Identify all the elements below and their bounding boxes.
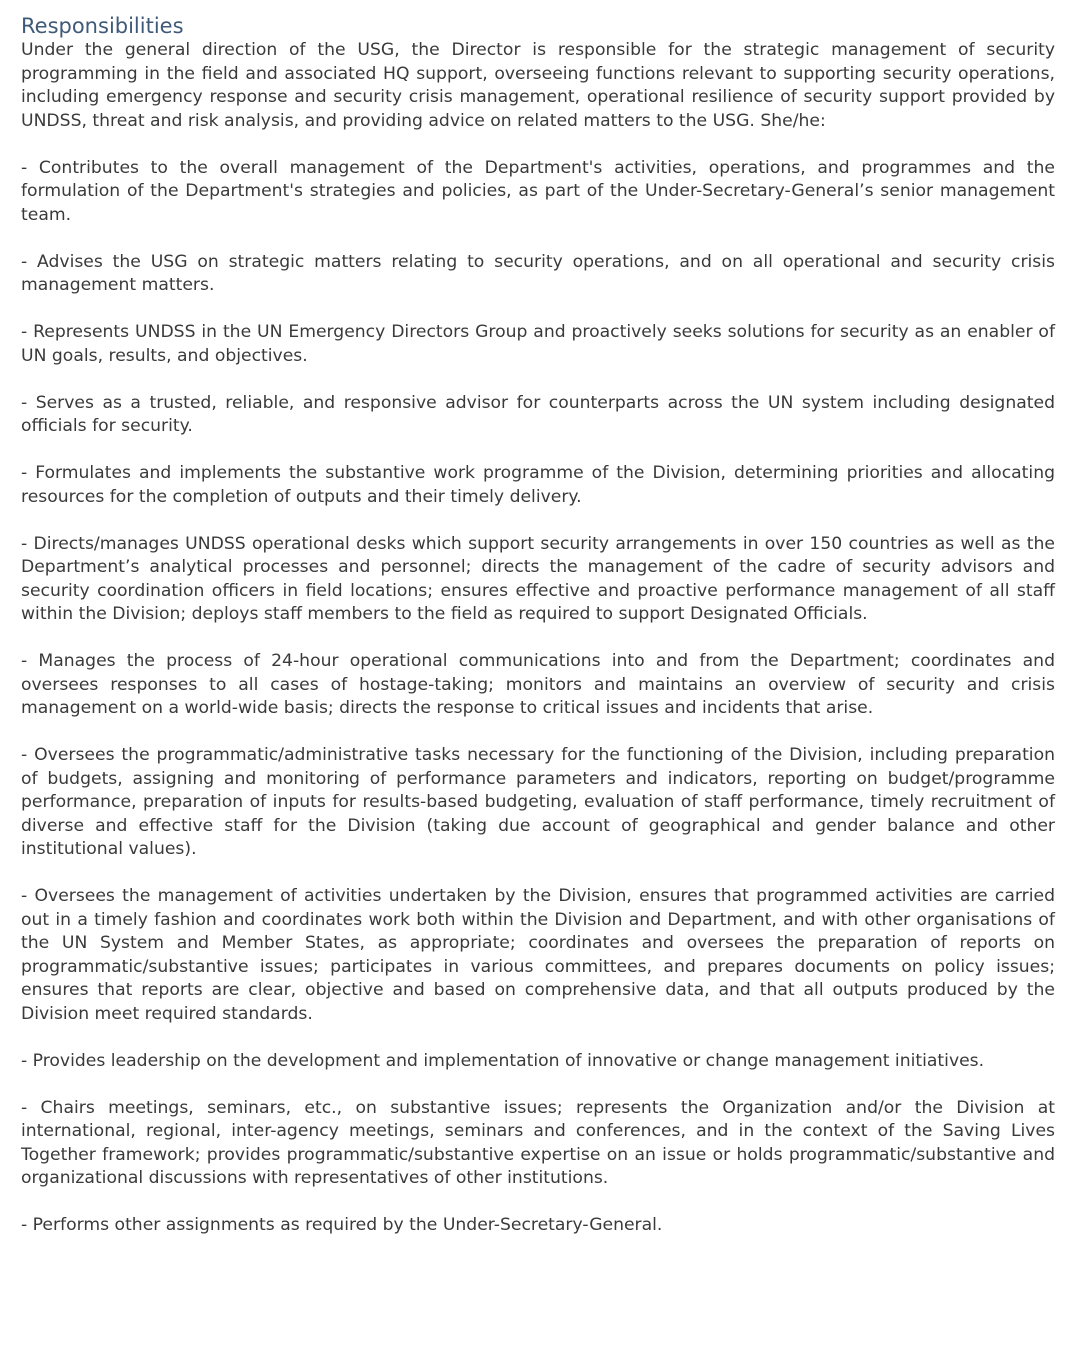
responsibility-item: - Serves as a trusted, reliable, and responsive advisor for counterparts across the UN system including designated officials for security. xyxy=(21,392,1055,436)
responsibility-item: - Performs other assignments as required by the Under-Secretary-General. xyxy=(21,1215,663,1235)
responsibility-item: - Represents UNDSS in the UN Emergency Directors Group and proactively seeks solutions for security as an enabler of UN goals, results, and objectives. xyxy=(21,322,1055,366)
responsibility-item: - Directs/manages UNDSS operational desks which support security arrangements in over 150 countries as well as the Department’s analytical processes and personnel; directs the management of the cadre of security advisors and security coordination officers in field locations; ensures effective and proactive performance management of all staff within the Division; deploys staff members to the field as required to support Designated Officials. xyxy=(21,533,1055,624)
responsibility-item: - Provides leadership on the development and implementation of innovative or change management initiatives. xyxy=(21,1050,985,1071)
responsibility-item: - Chairs meetings, seminars, etc., on substantive issues; represents the Organization and/or the Division at international, regional, inter-agency meetings, seminars and conferences, and in the context of the Saving Lives Together framework; provides programmatic/substantive expertise on an issue or holds programmatic/substantive and organizational discussions with representatives of other institutions. xyxy=(21,1097,1055,1188)
responsibilities-section xyxy=(21,12,1055,1261)
intro-paragraph: Under the general direction of the USG, the Director is responsible for the strategic management of security programming in the field and associated HQ support, overseeing functions relevant to supporting security operations, including emergency response and security crisis management, operational resilience of security support provided by UNDSS, threat and risk analysis, and providing advice on related matters to the USG. She/he: xyxy=(21,40,1055,131)
responsibility-item: - Oversees the management of activities undertaken by the Division, ensures that programmed activities are carried out in a timely fashion and coordinates work both within the Division and Department, and with other organisations of the UN System and Member States, as appropriate; coordinates and oversees the preparation of reports on programmatic/substantive issues; participates in various committees, and prepares documents on policy issues; ensures that reports are clear, objective and based on comprehensive data, and that all outputs produced by the Division meet required standards. xyxy=(21,886,1055,1024)
responsibility-item: - Manages the process of 24-hour operational communications into and from the Department; coordinates and oversees responses to all cases of hostage-taking; monitors and maintains an overview of security and crisis management on a world-wide basis; directs the response to critical issues and incidents that arise. xyxy=(21,651,1055,718)
responsibility-item: - Oversees the programmatic/administrative tasks necessary for the functioning of the Division, including preparation of budgets, assigning and monitoring of performance parameters and indicators, reporting on budget/programme performance, preparation of inputs for results-based budgeting, evaluation of staff performance, timely recruitment of diverse and effective staff for the Division (taking due account of geographical and gender balance and other institutional values). xyxy=(21,745,1055,859)
section-title: Responsibilities xyxy=(21,14,184,38)
responsibility-item: - Contributes to the overall management of the Department's activities, operations, and programmes and the formulation of the Department's strategies and policies, as part of the Under-Secretary-General’s senior management team. xyxy=(21,157,1055,225)
responsibility-item: - Advises the USG on strategic matters relating to security operations, and on all operational and security crisis management matters. xyxy=(21,251,1055,295)
responsibility-item: - Formulates and implements the substantive work programme of the Division, determining priorities and allocating resources for the completion of outputs and their timely delivery. xyxy=(21,463,1055,507)
